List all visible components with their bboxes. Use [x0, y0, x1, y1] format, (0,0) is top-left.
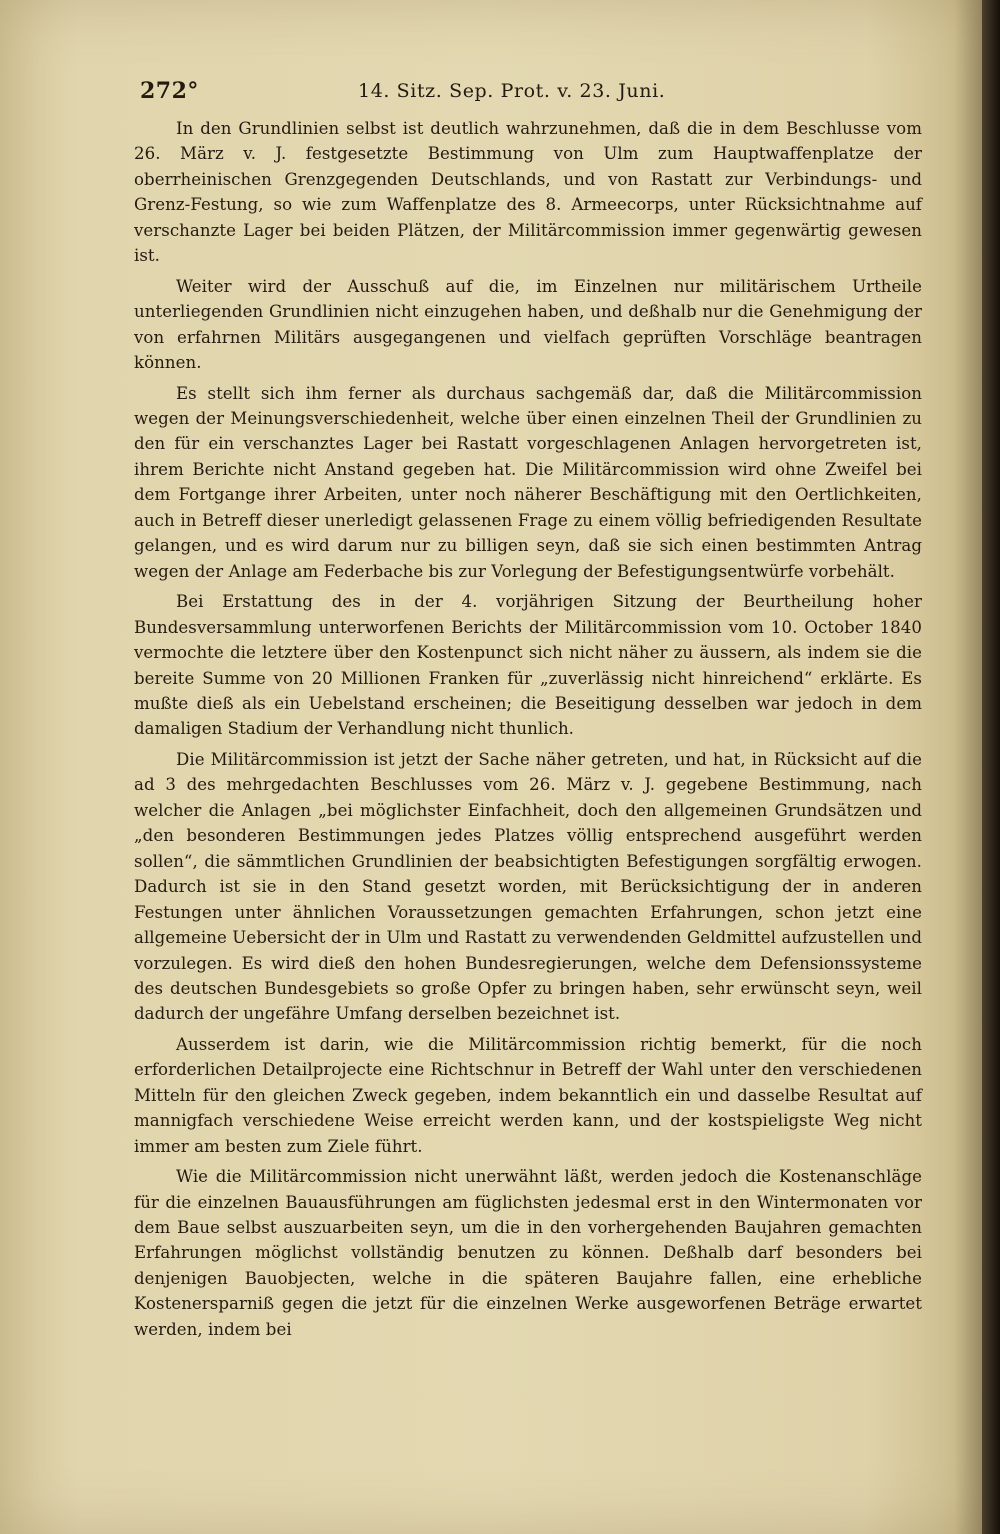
paragraph-3: Es stellt sich ihm ferner als durchaus sachgemäß dar, daß die Militärcommission wegen der Meinungsverschiedenheit, welche über einen einzelnen Theil der Grundlinien zu den für ein verschanztes Lager bei Rastatt vorgeschlagenen Anlagen hervorgetreten ist, ihrem Berichte nicht Anstand gegeben hat. Die Militärcommission wird ohne Zweifel bei dem Fortgange ihrer Arbeiten, unter noch näherer Beschäftigung mit den Oertlichkeiten, auch in Betreff dieser unerledigt gelassenen Frage zu einem völlig befriedigenden Resultate gelangen, und es wird darum nur zu billigen seyn, daß sie sich einen bestimmten Antrag wegen der Anlage am Federbache bis zur Vorlegung der Befestigungsentwürfe vorbehält. — [134, 383, 922, 581]
page-header — [140, 78, 920, 112]
running-head: 14. Sitz. Sep. Prot. v. 23. Juni. — [358, 80, 666, 102]
paragraph-7: Wie die Militärcommission nicht unerwähnt läßt, werden jedoch die Kostenanschläge für die einzelnen Bauausführungen am füglichsten jedesmal erst in den Wintermonaten vor dem Baue selbst auszuarbeiten seyn, um die in den vorhergehenden Baujahren gemachten Erfahrungen möglichst vollständig benutzen zu können. Deßhalb darf besonders bei denjenigen Bauobjecten, welche in die späteren Baujahre fallen, eine erhebliche Kostenersparniß gegen die jetzt für die einzelnen Werke ausgeworfenen Beträge erwartet werden, indem bei — [134, 1167, 922, 1339]
paragraph-4: Bei Erstattung des in der 4. vorjährigen Sitzung der Beurtheilung hoher Bundesversammlung unterworfenen Berichts der Militärcommission vom 10. October 1840 vermochte die letztere über den Kostenpunct sich nicht näher zu äussern, als indem sie die bereite Summe von 20 Millionen Franken für „zuverlässig nicht hinreichend“ erklärte. Es mußte dieß als ein Uebelstand erscheinen; die Beseitigung desselben war jedoch in dem damaligen Stadium der Verhandlung nicht thunlich. — [134, 592, 922, 739]
page-edge-shadow — [982, 0, 1000, 1534]
body-text — [134, 116, 922, 1347]
paragraph-1: In den Grundlinien selbst ist deutlich wahrzunehmen, daß die in dem Beschlusse vom 26. März v. J. festgesetzte Bestimmung von Ulm zum Hauptwaffenplatze der oberrheinischen Grenzgegenden Deutschlands, und von Rastatt zur Verbindungs- und Grenz-Festung, so wie zum Waffenplatze des 8. Armeecorps, unter Rücksichtnahme auf verschanzte Lager bei beiden Plätzen, der Militärcommission immer gegenwärtig gewesen ist. — [134, 119, 922, 266]
paragraph-5: Die Militärcommission ist jetzt der Sache näher getreten, und hat, in Rücksicht auf die ad 3 des mehrgedachten Beschlusses vom 26. März v. J. gegebene Bestimmung, nach welcher die Anlagen „bei möglichster Einfachheit, doch den allgemeinen Grundsätzen und „den besonderen Bestimmungen jedes Platzes völlig entsprechend ausgeführt werden sollen“, die sämmtlichen Grundlinien der beabsichtigten Befestigungen sorgfältig erwogen. Dadurch ist sie in den Stand gesetzt worden, mit Berücksichtigung der in anderen Festungen unter ähnlichen Voraussetzungen gemachten Erfahrungen, schon jetzt eine allgemeine Uebersicht der in Ulm und Rastatt zu verwendenden Geldmittel aufzustellen und vorzulegen. Es wird dieß den hohen Bundesregierungen, welche dem Defensionssysteme des deutschen Bundesgebiets so große Opfer zu bringen haben, sehr erwünscht seyn, weil dadurch der ungefähre Umfang derselben bezeichnet ist. — [134, 749, 922, 1024]
paragraph-2: Weiter wird der Ausschuß auf die, im Einzelnen nur militärischem Urtheile unterliegenden Grundlinien nicht einzugehen haben, und deßhalb nur die Genehmigung der von erfahrnen Militärs ausgegangenen und vielfach geprüften Vorschläge beantragen können. — [134, 276, 922, 373]
page-number: 272° — [140, 78, 199, 104]
paragraph-6: Ausserdem ist darin, wie die Militärcommission richtig bemerkt, für die noch erforderlichen Detailprojecte eine Richtschnur in Betreff der Wahl unter den verschiedenen Mitteln für den gleichen Zweck gegeben, indem bekanntlich ein und dasselbe Resultat auf mannigfach verschiedene Weise erreicht werden kann, und der kostspieligste Weg nicht immer am besten zum Ziele führt. — [134, 1034, 922, 1156]
